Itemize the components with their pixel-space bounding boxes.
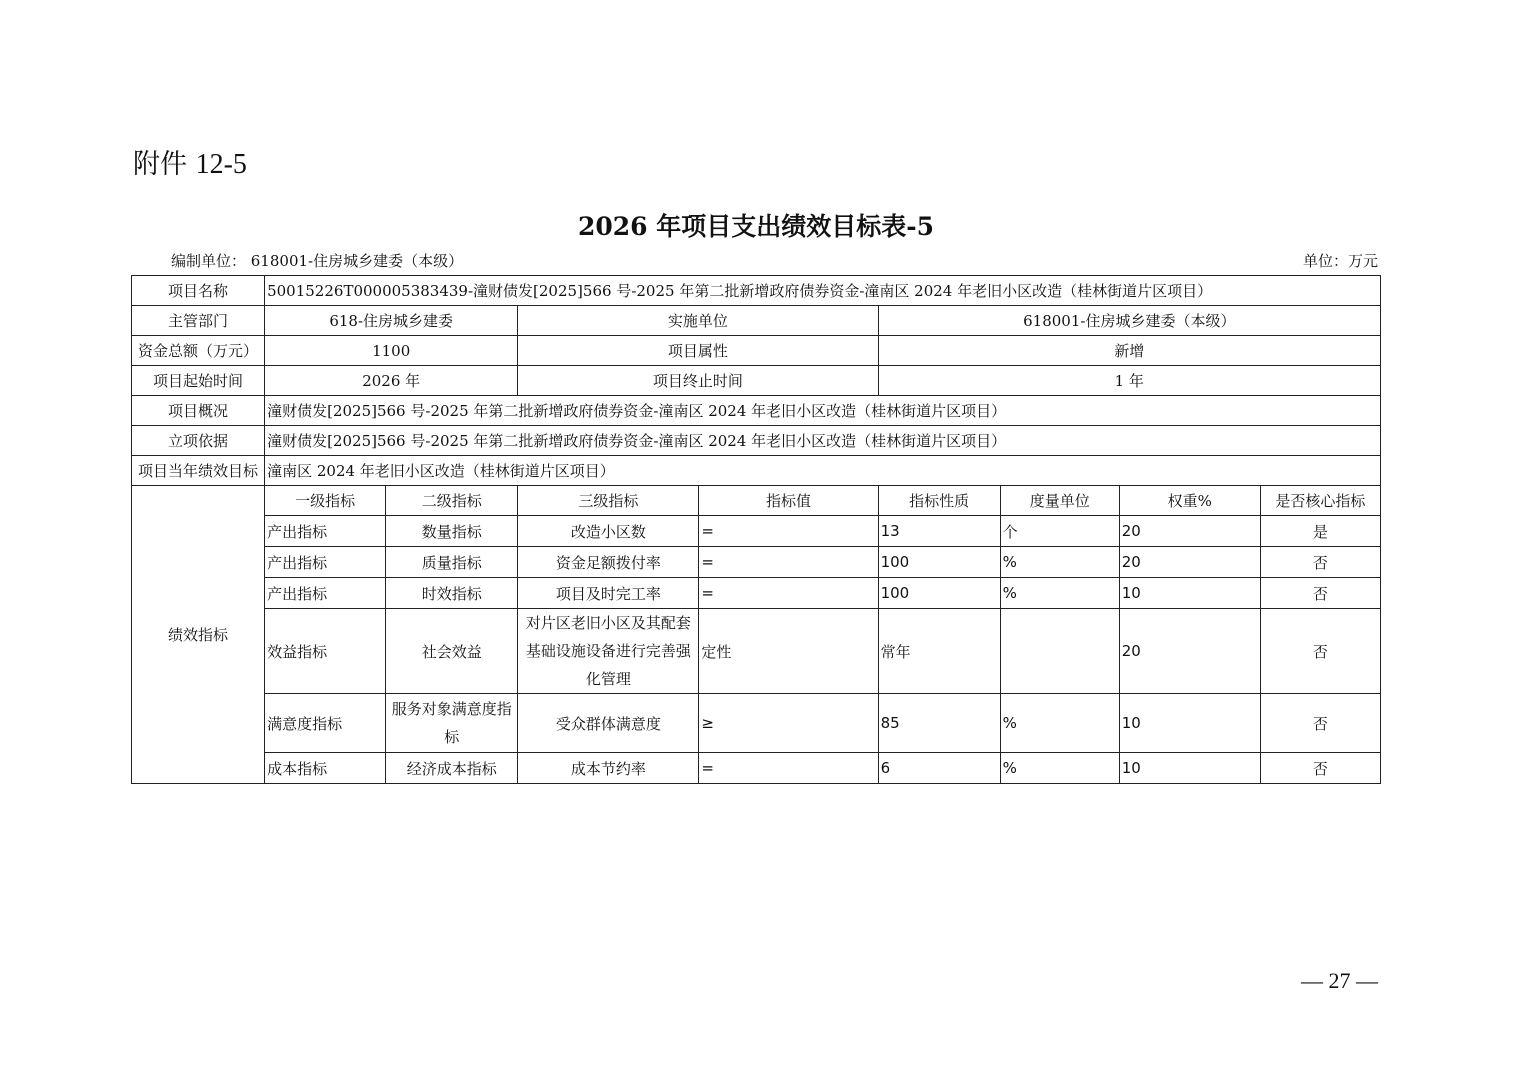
header-cell: 权重% bbox=[1119, 486, 1260, 516]
level3-cell: 成本节约率 bbox=[518, 753, 699, 784]
level2-cell: 社会效益 bbox=[386, 609, 518, 694]
level2-cell: 数量指标 bbox=[386, 516, 518, 547]
level1-cell: 产出指标 bbox=[265, 578, 386, 609]
nature-cell: 100 bbox=[878, 547, 1000, 578]
row-project-name bbox=[132, 276, 1381, 306]
core-cell: 是 bbox=[1260, 516, 1380, 547]
header-cell: 指标值 bbox=[699, 486, 878, 516]
table-row bbox=[132, 694, 1381, 753]
level1-cell: 满意度指标 bbox=[265, 694, 386, 753]
impl-label: 实施单位 bbox=[518, 306, 878, 336]
core-cell: 否 bbox=[1260, 753, 1380, 784]
basis-label: 立项依据 bbox=[132, 426, 265, 456]
level3-cell: 受众群体满意度 bbox=[518, 694, 699, 753]
project-name-value: 50015226T000005383439-潼财债发[2025]566 号-2025 年第二批新增政府债券资金-潼南区 2024 年老旧小区改造（桂林街道片区项目） bbox=[265, 276, 1381, 306]
level1-cell: 成本指标 bbox=[265, 753, 386, 784]
performance-table bbox=[131, 275, 1381, 784]
unit-cell bbox=[1000, 609, 1119, 694]
start-value: 2026 年 bbox=[265, 366, 518, 396]
table-row bbox=[132, 753, 1381, 784]
nature-cell: 85 bbox=[878, 694, 1000, 753]
unit-line: 单位：万元 bbox=[1302, 252, 1378, 270]
indicator-header-row bbox=[132, 486, 1381, 516]
row-overview bbox=[132, 396, 1381, 426]
row-dept bbox=[132, 306, 1381, 336]
impl-value: 618001-住房城乡建委（本级） bbox=[878, 306, 1380, 336]
header-cell: 是否核心指标 bbox=[1260, 486, 1380, 516]
attachment-number: 12-5 bbox=[195, 149, 247, 180]
weight-cell: 20 bbox=[1119, 516, 1260, 547]
level2-cell: 服务对象满意度指标 bbox=[386, 694, 518, 753]
level3-cell: 项目及时完工率 bbox=[518, 578, 699, 609]
level1-cell: 效益指标 bbox=[265, 609, 386, 694]
table-row bbox=[132, 547, 1381, 578]
table-row bbox=[132, 578, 1381, 609]
core-cell: 否 bbox=[1260, 578, 1380, 609]
funds-label: 资金总额（万元） bbox=[132, 336, 265, 366]
unit-cell: % bbox=[1000, 753, 1119, 784]
value-cell: 定性 bbox=[699, 609, 878, 694]
level3-cell: 资金足额拨付率 bbox=[518, 547, 699, 578]
attr-label: 项目属性 bbox=[518, 336, 878, 366]
basis-value: 潼财债发[2025]566 号-2025 年第二批新增政府债券资金-潼南区 2024 年老旧小区改造（桂林街道片区项目） bbox=[265, 426, 1381, 456]
value-cell: = bbox=[699, 753, 878, 784]
table-row bbox=[132, 516, 1381, 547]
level3-cell: 对片区老旧小区及其配套基础设施设备进行完善强化管理 bbox=[518, 609, 699, 694]
attr-value: 新增 bbox=[878, 336, 1380, 366]
dept-value: 618-住房城乡建委 bbox=[265, 306, 518, 336]
overview-label: 项目概况 bbox=[132, 396, 265, 426]
row-goal bbox=[132, 456, 1381, 486]
level1-cell: 产出指标 bbox=[265, 516, 386, 547]
attachment-label bbox=[133, 142, 247, 181]
level3-cell: 改造小区数 bbox=[518, 516, 699, 547]
goal-value: 潼南区 2024 年老旧小区改造（桂林街道片区项目） bbox=[265, 456, 1381, 486]
org-line: 编制单位： 618001-住房城乡建委（本级） bbox=[171, 252, 464, 270]
unit-cell: % bbox=[1000, 694, 1119, 753]
funds-value: 1100 bbox=[265, 336, 518, 366]
core-cell: 否 bbox=[1260, 694, 1380, 753]
unit-cell: % bbox=[1000, 578, 1119, 609]
weight-cell: 10 bbox=[1119, 753, 1260, 784]
header-cell: 指标性质 bbox=[878, 486, 1000, 516]
row-time bbox=[132, 366, 1381, 396]
goal-label: 项目当年绩效目标 bbox=[132, 456, 265, 486]
nature-cell: 100 bbox=[878, 578, 1000, 609]
nature-cell: 6 bbox=[878, 753, 1000, 784]
nature-cell: 常年 bbox=[878, 609, 1000, 694]
weight-cell: 10 bbox=[1119, 578, 1260, 609]
level1-cell: 产出指标 bbox=[265, 547, 386, 578]
overview-value: 潼财债发[2025]566 号-2025 年第二批新增政府债券资金-潼南区 2024 年老旧小区改造（桂林街道片区项目） bbox=[265, 396, 1381, 426]
nature-cell: 13 bbox=[878, 516, 1000, 547]
project-name-label: 项目名称 bbox=[132, 276, 265, 306]
indicators-section-label: 绩效指标 bbox=[132, 486, 265, 784]
value-cell: ≥ bbox=[699, 694, 878, 753]
weight-cell: 10 bbox=[1119, 694, 1260, 753]
core-cell: 否 bbox=[1260, 547, 1380, 578]
attachment-text: 附件 bbox=[133, 149, 187, 180]
end-value: 1 年 bbox=[878, 366, 1380, 396]
header-cell: 度量单位 bbox=[1000, 486, 1119, 516]
row-basis bbox=[132, 426, 1381, 456]
table-row bbox=[132, 609, 1381, 694]
level2-cell: 经济成本指标 bbox=[386, 753, 518, 784]
row-funds bbox=[132, 336, 1381, 366]
value-cell: = bbox=[699, 516, 878, 547]
level2-cell: 质量指标 bbox=[386, 547, 518, 578]
weight-cell: 20 bbox=[1119, 609, 1260, 694]
value-cell: = bbox=[699, 547, 878, 578]
dept-label: 主管部门 bbox=[132, 306, 265, 336]
start-label: 项目起始时间 bbox=[132, 366, 265, 396]
header-cell: 二级指标 bbox=[386, 486, 518, 516]
value-cell: = bbox=[699, 578, 878, 609]
unit-cell: 个 bbox=[1000, 516, 1119, 547]
unit-cell: % bbox=[1000, 547, 1119, 578]
page-title: 2026 年项目支出绩效目标表-5 bbox=[577, 212, 935, 241]
level2-cell: 时效指标 bbox=[386, 578, 518, 609]
core-cell: 否 bbox=[1260, 609, 1380, 694]
page-number: — 27 — bbox=[1301, 968, 1378, 993]
header-cell: 三级指标 bbox=[518, 486, 699, 516]
end-label: 项目终止时间 bbox=[518, 366, 878, 396]
header-cell: 一级指标 bbox=[265, 486, 386, 516]
weight-cell: 20 bbox=[1119, 547, 1260, 578]
